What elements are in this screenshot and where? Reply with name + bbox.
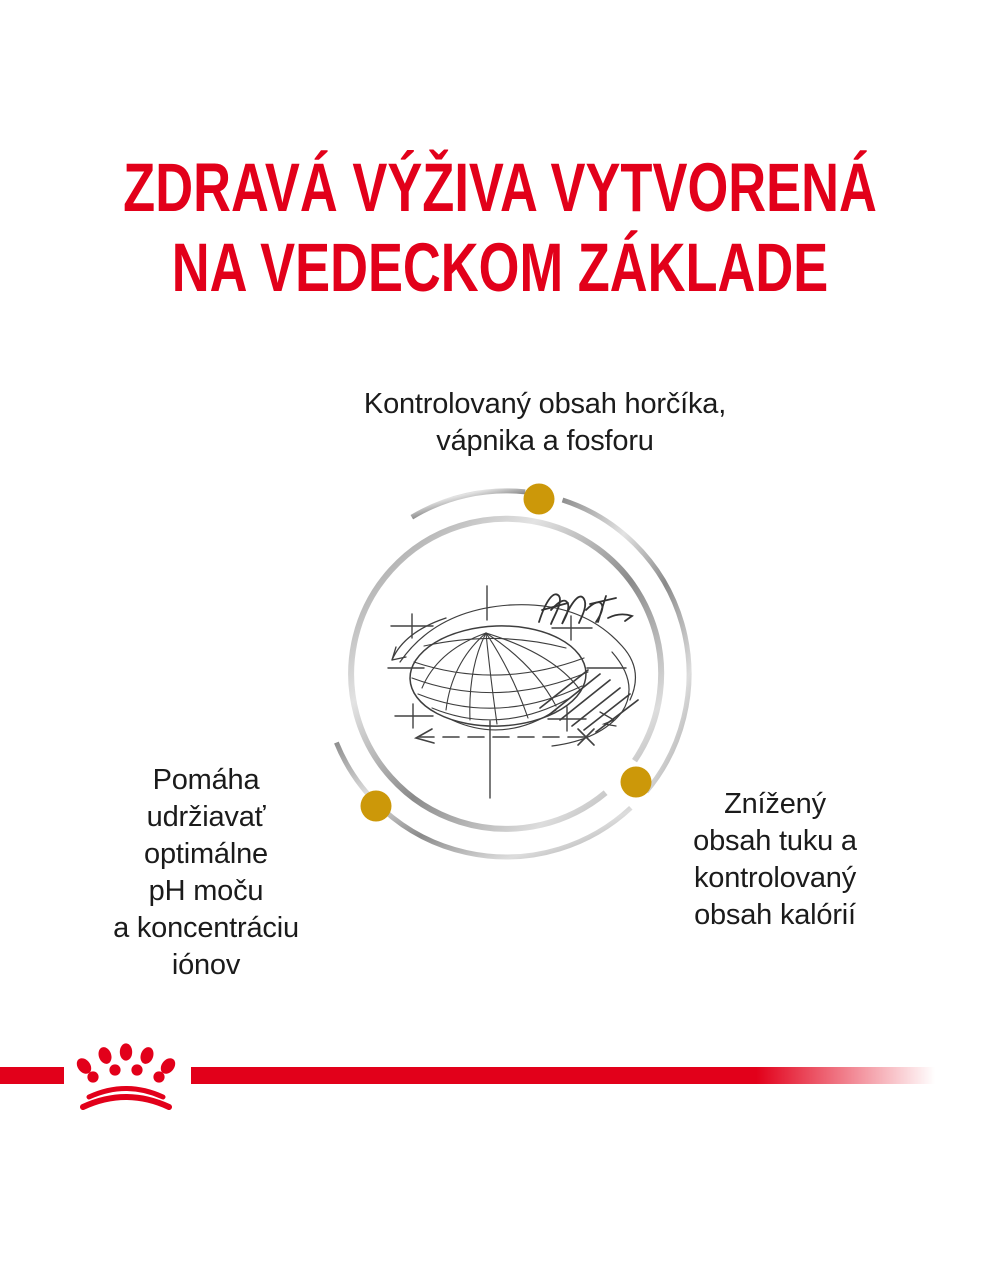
benefit-line: pH moču	[148, 875, 264, 907]
heading-line-2: NA VEDECKOM ZÁKLADE	[171, 229, 829, 306]
benefit-line: obsah tuku a	[693, 825, 857, 857]
brand-stripe-left	[0, 1067, 64, 1084]
benefit-line: optimálne	[144, 838, 268, 870]
gold-dot-left	[361, 791, 392, 822]
brand-stripe-right	[191, 1067, 935, 1084]
benefit-line: Pomáha	[152, 764, 260, 796]
benefit-line: Znížený	[724, 788, 826, 820]
benefit-line: obsah kalórií	[694, 899, 856, 931]
gold-dot-right	[621, 767, 652, 798]
gold-dot-top	[524, 484, 555, 515]
benefit-line: kontrolovaný	[693, 862, 857, 894]
benefit-line: udržiavať	[146, 801, 266, 833]
gold-dots	[361, 484, 652, 822]
benefit-line: iónov	[171, 949, 241, 981]
heading-line-1: ZDRAVÁ VÝŽIVA VYTVORENÁ	[123, 149, 877, 226]
benefit-line: a koncentráciu	[113, 912, 299, 944]
benefit-line: Kontrolovaný obsah horčíka,	[363, 388, 727, 420]
royal-canin-crown-icon	[67, 1043, 187, 1115]
benefit-line: vápnika a fosforu	[436, 425, 654, 457]
kibble-sketch-icon	[388, 586, 638, 798]
